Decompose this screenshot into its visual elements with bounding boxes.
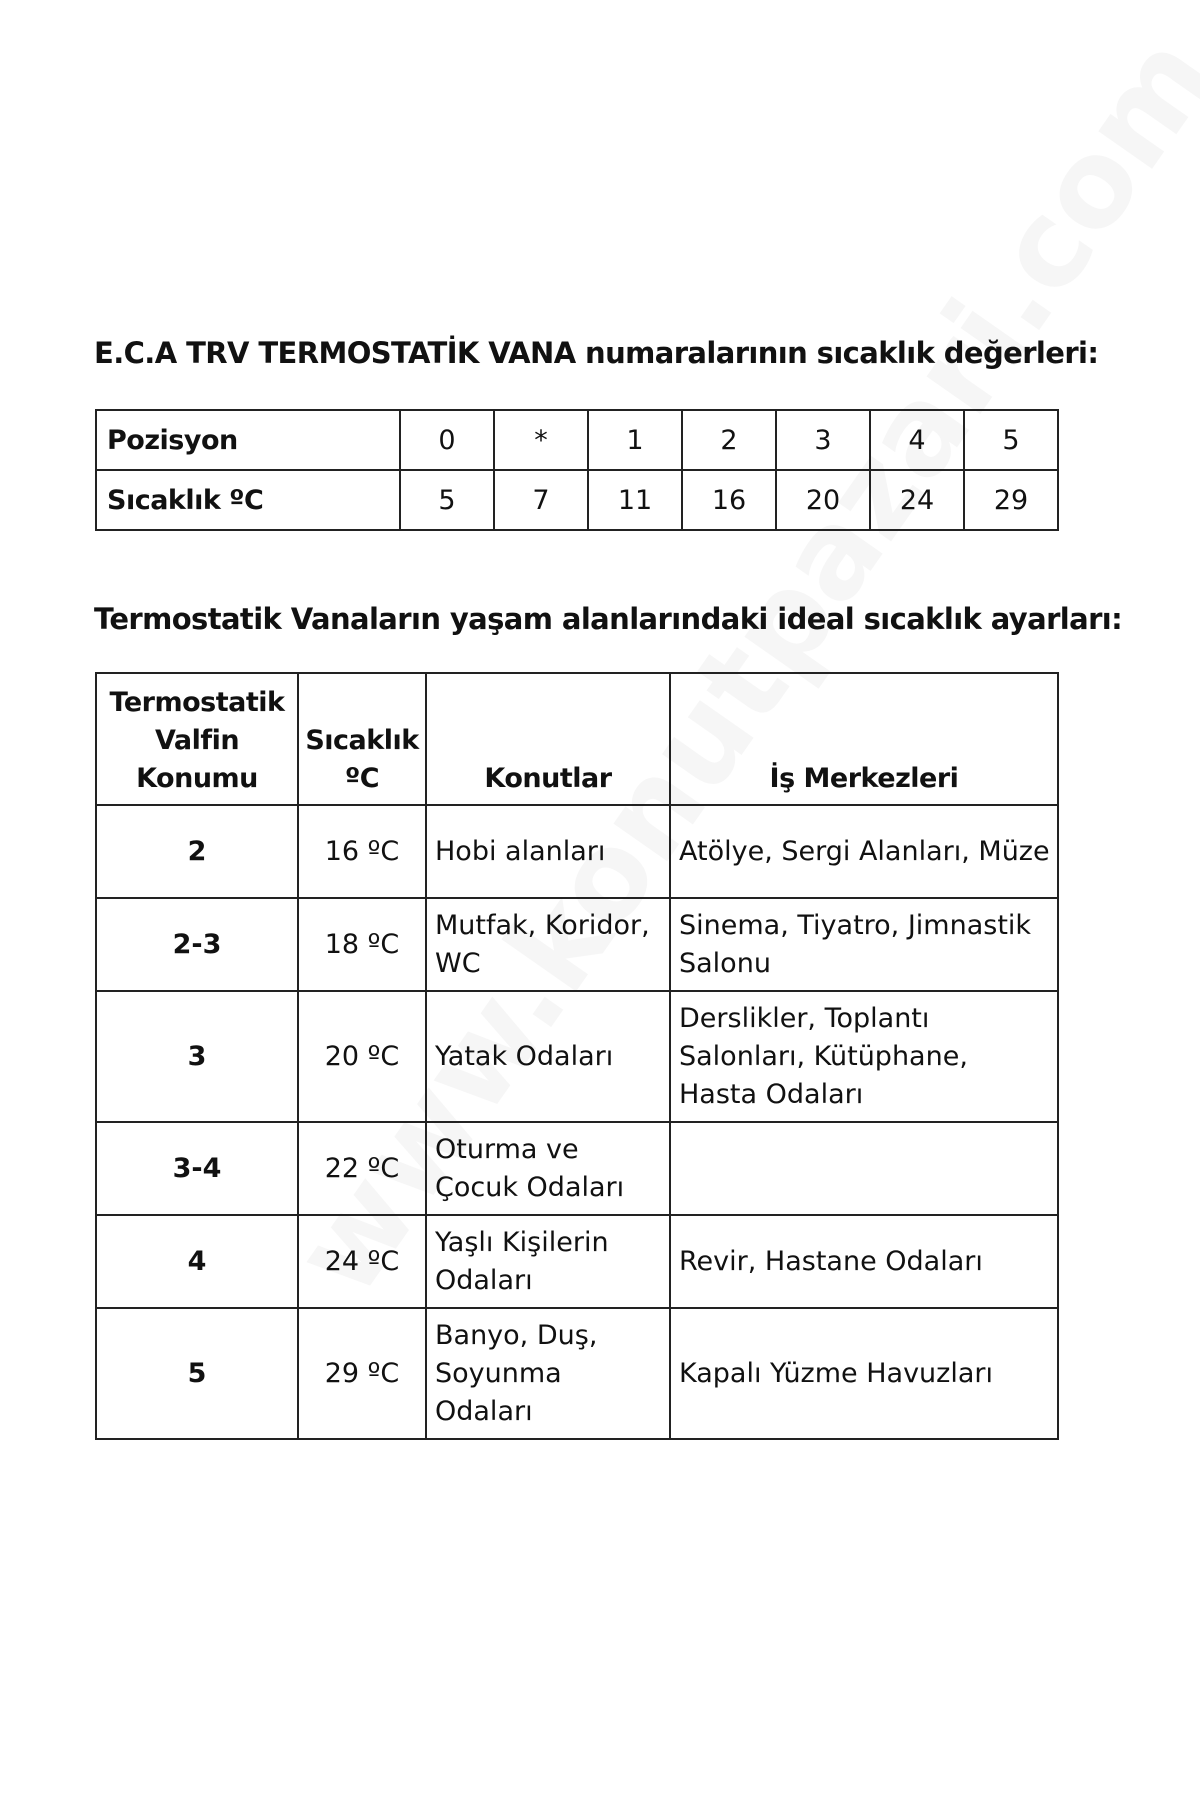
temperature-cell: 20 ºC — [298, 991, 426, 1122]
header-row — [96, 673, 1058, 805]
temperature-cell: 16 ºC — [298, 805, 426, 898]
position-cell: 3 — [776, 410, 870, 470]
valve-position-cell: 3 — [96, 991, 298, 1122]
residences-cell: Mutfak, Koridor, WC — [426, 898, 670, 991]
position-cell: * — [494, 410, 588, 470]
valve-position-cell: 2-3 — [96, 898, 298, 991]
header-valve-position-line: Termostatik — [109, 687, 285, 718]
temperature-cell: 5 — [400, 470, 494, 530]
row-label-position: Pozisyon — [96, 410, 400, 470]
header-residences: Konutlar — [426, 673, 670, 805]
business-centers-cell: Revir, Hastane Odaları — [670, 1215, 1058, 1308]
temperature-cell: 7 — [494, 470, 588, 530]
temperature-cell: 20 — [776, 470, 870, 530]
table-row — [96, 991, 1058, 1122]
header-valve-position — [96, 673, 298, 805]
table-row — [96, 805, 1058, 898]
position-cell: 2 — [682, 410, 776, 470]
header-temperature-line: Sıcaklık — [305, 725, 419, 756]
valve-position-cell: 2 — [96, 805, 298, 898]
business-centers-cell — [670, 1122, 1058, 1215]
temperature-cell: 16 — [682, 470, 776, 530]
position-cell: 4 — [870, 410, 964, 470]
ideal-settings-table — [95, 672, 1059, 1440]
settings-table-title: Termostatik Vanaların yaşam alanlarındaki ideal sıcaklık ayarları: — [94, 602, 1123, 636]
header-valve-position-line: Konumu — [136, 763, 258, 794]
residences-cell: Oturma ve Çocuk Odaları — [426, 1122, 670, 1215]
valve-position-cell: 4 — [96, 1215, 298, 1308]
table-row — [96, 898, 1058, 991]
table-row — [96, 1215, 1058, 1308]
header-temperature — [298, 673, 426, 805]
business-centers-cell: Kapalı Yüzme Havuzları — [670, 1308, 1058, 1439]
temperatures-row — [96, 470, 1058, 530]
residences-cell: Banyo, Duş, Soyunma Odaları — [426, 1308, 670, 1439]
position-cell: 0 — [400, 410, 494, 470]
header-business-centers: İş Merkezleri — [670, 673, 1058, 805]
residences-cell: Yatak Odaları — [426, 991, 670, 1122]
residences-cell: Hobi alanları — [426, 805, 670, 898]
business-centers-cell: Sinema, Tiyatro, Jimnastik Salonu — [670, 898, 1058, 991]
header-valve-position-line: Valfin — [154, 725, 240, 756]
valve-position-cell: 3-4 — [96, 1122, 298, 1215]
temperature-cell: 11 — [588, 470, 682, 530]
residences-cell: Yaşlı Kişilerin Odaları — [426, 1215, 670, 1308]
business-centers-cell: Derslikler, Toplantı Salonları, Kütüphane, Hasta Odaları — [670, 991, 1058, 1122]
header-temperature-line: ºC — [344, 763, 380, 794]
temperature-cell: 24 — [870, 470, 964, 530]
temperature-cell: 18 ºC — [298, 898, 426, 991]
position-cell: 1 — [588, 410, 682, 470]
temperature-cell: 24 ºC — [298, 1215, 426, 1308]
table-row — [96, 1308, 1058, 1439]
positions-temperature-table — [95, 409, 1059, 531]
valve-position-cell: 5 — [96, 1308, 298, 1439]
positions-row — [96, 410, 1058, 470]
business-centers-cell: Atölye, Sergi Alanları, Müze — [670, 805, 1058, 898]
temperature-cell: 29 ºC — [298, 1308, 426, 1439]
table-row — [96, 1122, 1058, 1215]
temperature-cell: 29 — [964, 470, 1058, 530]
row-label-temperature: Sıcaklık ºC — [96, 470, 400, 530]
positions-table-title: E.C.A TRV TERMOSTATİK VANA numaralarının sıcaklık değerleri: — [94, 336, 1099, 370]
temperature-cell: 22 ºC — [298, 1122, 426, 1215]
position-cell: 5 — [964, 410, 1058, 470]
